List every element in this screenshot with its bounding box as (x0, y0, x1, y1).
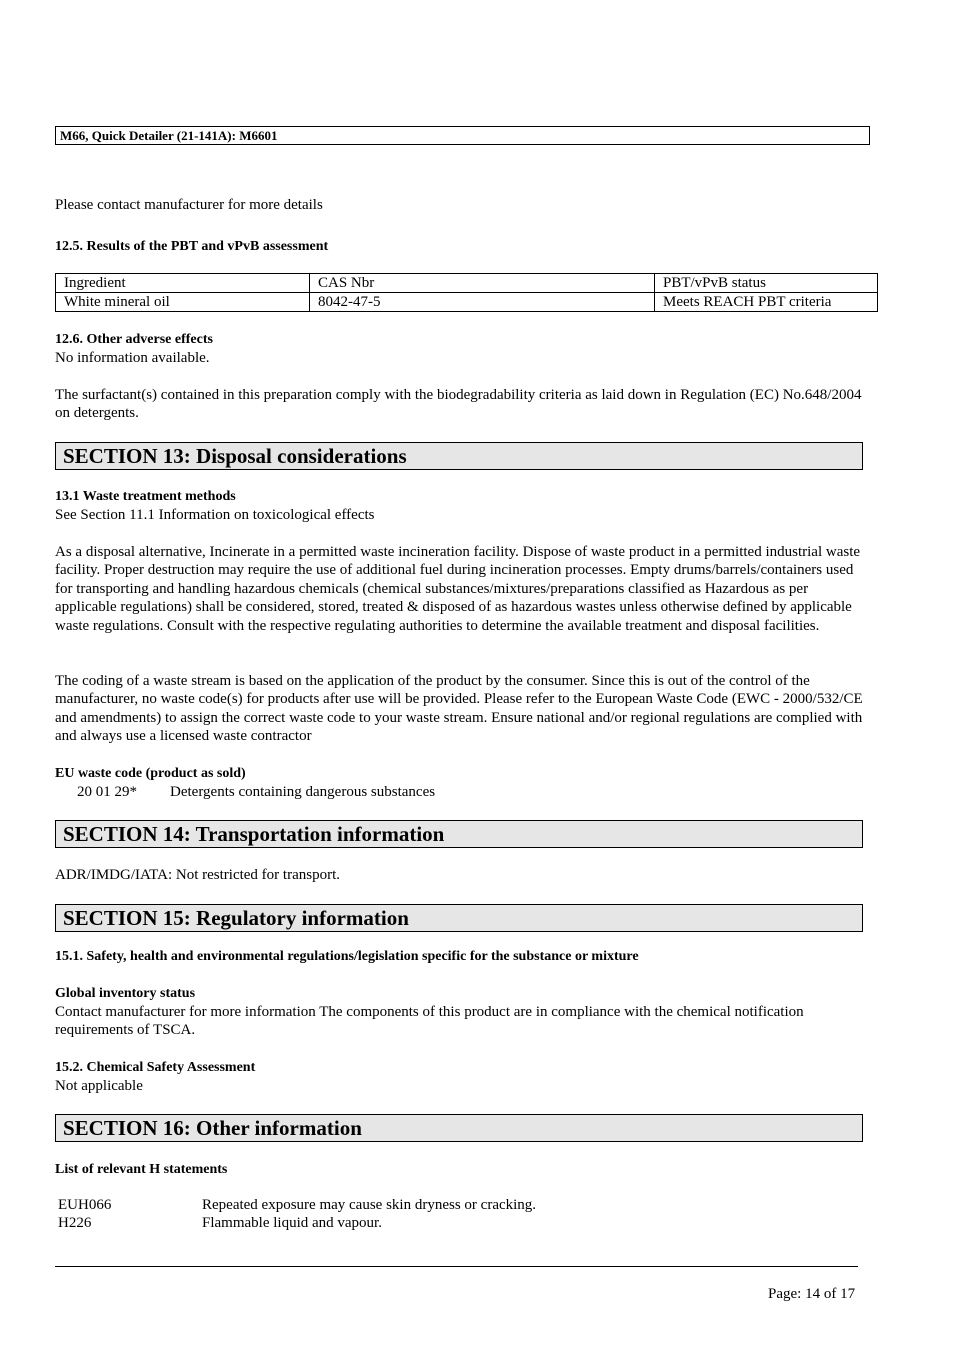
h-statement-text: Repeated exposure may cause skin dryness or cracking. (202, 1197, 537, 1213)
eu-waste-code: 20 01 29* (77, 784, 137, 800)
table-header-cell: CAS Nbr (310, 274, 655, 293)
inventory-heading: Global inventory status (55, 986, 196, 1001)
eu-waste-code-description: Detergents containing dangerous substances (170, 784, 436, 800)
table-cell: White mineral oil (56, 293, 310, 312)
pbt-table (55, 273, 878, 312)
contact-note: Please contact manufacturer for more details (55, 197, 323, 213)
section-13-title: SECTION 13: Disposal considerations (55, 442, 863, 470)
waste-treatment-heading: 13.1 Waste treatment methods (55, 489, 236, 504)
other-effects-text: No information available. (55, 350, 210, 366)
disposal-paragraph: As a disposal alternative, Incinerate in a permitted waste incineration facility. Dispose of waste product in a permitted industrial waste facility. Proper destruction may require the use of additional fuel during incineration processes. Empty drums/barrels/containers used for transporting and handling hazardous chemicals (chemical substances/mixtures/preparations classified as Hazardous as per applicable regulations) shall be considered, stored, treated & disposed of as hazardous wastes unless otherwise defined by applicable waste regulations. Consult with the respective regulating authorities to determine the available treatment and disposal facilities. (55, 544, 861, 634)
csa-text: Not applicable (55, 1078, 143, 1094)
other-effects-heading: 12.6. Other adverse effects (55, 332, 213, 347)
table-cell: 8042-47-5 (310, 293, 655, 312)
waste-see-section: See Section 11.1 Information on toxicological effects (55, 507, 375, 523)
table-cell: Meets REACH PBT criteria (655, 293, 878, 312)
eu-waste-code-heading: EU waste code (product as sold) (55, 766, 246, 781)
page-number: Page: 14 of 17 (768, 1286, 856, 1302)
transport-text: ADR/IMDG/IATA: Not restricted for transport. (55, 867, 340, 883)
h-statements-heading: List of relevant H statements (55, 1162, 228, 1177)
h-statement-code: EUH066 (58, 1197, 112, 1213)
table-header-cell: Ingredient (56, 274, 310, 293)
document-header: M66, Quick Detailer (21-141A): M6601 (55, 126, 870, 145)
footer-divider (55, 1266, 858, 1267)
h-statement-code: H226 (58, 1215, 92, 1231)
regulations-heading: 15.1. Safety, health and environmental regulations/legislation specific for the substance or mixture (55, 949, 639, 964)
surfactant-text: The surfactant(s) contained in this preparation comply with the biodegradability criteria as laid down in Regulation (EC) No.648/2004 on detergents. (55, 387, 862, 422)
table-header-row (56, 274, 878, 293)
waste-coding-paragraph: The coding of a waste stream is based on the application of the product by the consumer. Since this is out of the control of the manufacturer, no waste code(s) for products after use will be provided. Please refer to the European Waste Code (EWC - 2000/532/CE and amendments) to assign the correct waste code to your waste stream. Ensure national and/or regional regulations are complied with and always use a licensed waste contractor (55, 673, 863, 745)
section-14-title: SECTION 14: Transportation information (55, 820, 863, 848)
section-16-title: SECTION 16: Other information (55, 1114, 863, 1142)
section-15-title: SECTION 15: Regulatory information (55, 904, 863, 932)
csa-heading: 15.2. Chemical Safety Assessment (55, 1060, 256, 1075)
table-row (56, 293, 878, 312)
table-header-cell: PBT/vPvB status (655, 274, 878, 293)
pbt-heading: 12.5. Results of the PBT and vPvB assessment (55, 239, 329, 254)
h-statement-text: Flammable liquid and vapour. (202, 1215, 382, 1231)
inventory-text: Contact manufacturer for more information The components of this product are in compliance with the chemical notification requirements of TSCA. (55, 1004, 804, 1039)
